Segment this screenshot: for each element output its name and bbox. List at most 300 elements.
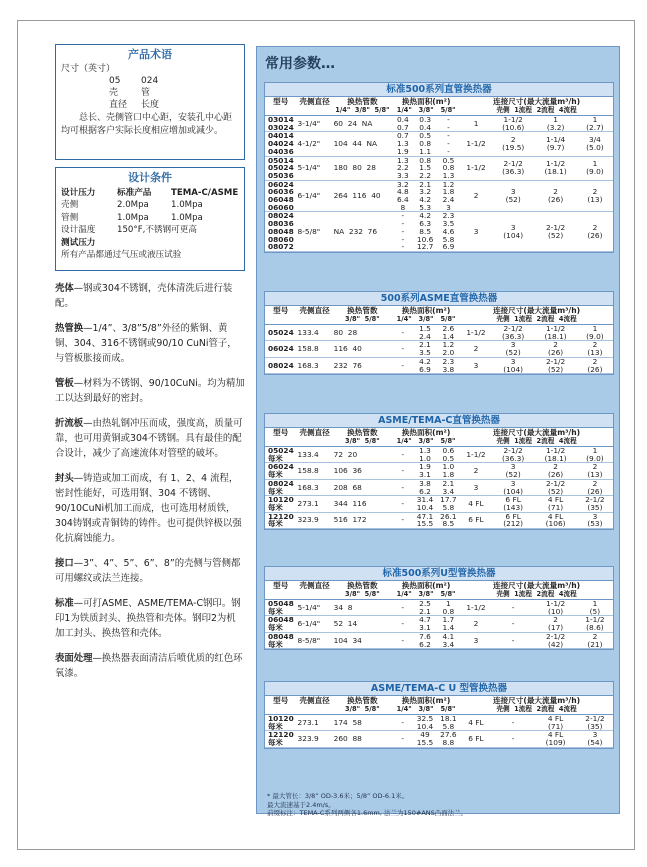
table-cell: 08048 每米 [265, 632, 297, 648]
table-cell: - [392, 341, 413, 357]
table-cell: - [392, 512, 413, 528]
table-header-row [265, 581, 613, 590]
table-row [265, 180, 613, 212]
table-header-cell: 换热管数 [347, 696, 378, 705]
table-cell: - [392, 496, 413, 512]
design-conditions-title: 设计条件 [128, 171, 172, 184]
table-header-cell: 壳侧直径 [299, 97, 330, 106]
table-header-cell: 连接尺寸(最大流量m³/h) [492, 581, 581, 590]
table-cell: 3 [460, 632, 492, 648]
table-header-cell: 型号 [273, 696, 289, 705]
product-terms-box [55, 44, 245, 160]
param-table-grid [265, 428, 613, 529]
table-subheader-cell: 壳侧 1流程 2流程 4流程 [460, 106, 613, 116]
table-subheader-cell: 1/4" 3/8" 5/8" [392, 437, 460, 447]
table-header-cell: 型号 [273, 428, 289, 437]
table-cell: 2 (26) [534, 341, 576, 357]
table-cell: 3.2 4.8 6.4 8 [392, 180, 413, 212]
table-cell: 26.1 8.5 [437, 512, 460, 528]
spec-paragraph-text: —由热轧钢冲压而成，强度高，质量可靠，也可用黄铜或304不锈钢。具有最佳的配合设计，减少了高速流体对管壁的破坏。 [55, 418, 243, 459]
table-cell: 3 [460, 212, 492, 252]
param-table-title: ASME/TEMA-C直管换热器 [265, 414, 613, 428]
table-cell: 08024 08036 08048 08060 08072 [265, 212, 297, 252]
table-cell: 2.1 3.4 [437, 479, 460, 495]
spec-paragraph-title: 标准 [55, 598, 74, 609]
table-header-cell: 换热管数 [347, 306, 378, 315]
table-header-cell: 换热管数 [347, 428, 378, 437]
table-row [265, 116, 613, 132]
table-row [265, 325, 613, 341]
table-subheader-cell: 3/8" 5/8" [333, 437, 392, 447]
table-cell: 1-1/2 [460, 600, 492, 616]
design-pressure-label: 设计压力 [61, 187, 96, 198]
table-cell: 2 [460, 180, 492, 212]
term-code-length: 024 [141, 76, 159, 86]
table-header-row [265, 428, 613, 437]
table-cell: 158.8 [297, 341, 333, 357]
table-cell: 12120 每米 [265, 731, 297, 747]
spec-paragraph-text: —换热器表面清洁后喷优质的红色环氧漆。 [55, 653, 243, 679]
table-cell: 1 [460, 116, 492, 132]
table-cell: 2.6 1.4 [437, 325, 460, 341]
table-cell: 4 FL [460, 715, 492, 731]
table-cell: 1.7 1.4 [437, 616, 460, 632]
table-cell: 1-1/2 [460, 325, 492, 341]
table-subheader-cell [297, 705, 333, 715]
table-cell: 4.1 3.4 [437, 632, 460, 648]
table-cell: 05014 05024 05036 [265, 156, 297, 180]
table-cell: 06024 每米 [265, 463, 297, 479]
table-cell: 1-1/2 (18.1) [534, 325, 576, 341]
table-cell: 32.5 10.4 [413, 715, 436, 731]
table-cell: 18.1 5.8 [437, 715, 460, 731]
table-cell: 2-1/2 (36.3) [492, 156, 534, 180]
table-cell: 1.3 1.0 [413, 447, 436, 463]
table-cell: 4 FL (109) [534, 731, 576, 747]
param-table-grid [265, 696, 613, 748]
table-cell: 2 (17) [534, 616, 576, 632]
table-row [265, 156, 613, 180]
table-cell: 27.6 8.8 [437, 731, 460, 747]
tube-pressure-row [61, 212, 239, 225]
param-table [264, 681, 614, 749]
table-cell: - - [437, 116, 460, 132]
table-cell: 2-1/2 (35) [577, 715, 613, 731]
term-length: 长度 [141, 100, 160, 110]
table-cell: 49 15.5 [413, 731, 436, 747]
table-cell: 2 (13) [577, 463, 613, 479]
term-grid-row-3 [109, 99, 239, 111]
table-cell: 06024 06036 06048 06060 [265, 180, 297, 212]
spec-paragraph [55, 416, 245, 461]
table-cell: 1-1/2 [460, 132, 492, 156]
table-cell: 06048 每米 [265, 616, 297, 632]
table-cell: 1.2 2.0 [437, 341, 460, 357]
table-subheader-cell: 1/4" 3/8" 5/8" [392, 315, 460, 325]
spec-paragraph-text: —可打ASME、ASME/TEMA-C钢印。钢印1为铁质封头、换热管和壳体。钢印2为机加工封头、换热管和壳体。 [55, 598, 241, 639]
table-cell: 6 FL [460, 512, 492, 528]
table-cell: 133.4 [297, 325, 333, 341]
table-header-row [265, 696, 613, 705]
table-cell: 2-1/2 (52) [534, 357, 576, 373]
spec-paragraph-title: 封头 [55, 473, 74, 484]
table-cell: 3 (52) [492, 341, 534, 357]
table-cell: 1 (9.0) [577, 447, 613, 463]
table-cell: 72 20 [333, 447, 392, 463]
table-cell: 8-5/8" [297, 212, 333, 252]
table-cell: - [392, 731, 413, 747]
term-grid-row-2 [109, 87, 239, 99]
spec-paragraph-title: 表面处理 [55, 653, 93, 664]
table-cell: - [392, 600, 413, 616]
table-subheader-cell: 1/4" 3/8" 5/8" [392, 705, 460, 715]
param-table [264, 291, 614, 375]
tube-tema-value: 1.0Mpa [171, 212, 203, 223]
table-cell: 168.3 [297, 357, 333, 373]
table-cell: 3 (104) [492, 357, 534, 373]
table-cell: 3.8 6.2 [413, 479, 436, 495]
footnote: * 最大管长：3/8” OD-3.6米；5/8” OD-6.1米。 最大流速基于2.4m/s。 前缀标注：TEMA-C系列两侧各1.6mm, 法兰为150#ANS凸面法兰。 [267, 792, 468, 817]
table-cell: 180 80 28 [333, 156, 393, 180]
table-cell: 05024 每米 [265, 447, 297, 463]
table-cell: 0.8 1.5 2.2 [413, 156, 436, 180]
temp-row [61, 224, 239, 237]
spec-paragraph-text: —1/4”、3/8”5/8”外径的紫铜、黄铜、304、316不锈钢或90/10 CuNi管子，与管板胀接而成。 [55, 323, 237, 364]
table-cell: 116 40 [333, 341, 392, 357]
table-cell: 3 [460, 479, 492, 495]
design-header-row [61, 187, 239, 200]
param-table [264, 413, 614, 530]
panel-title: 常用参数… [265, 56, 335, 72]
table-cell: - - - [437, 132, 460, 156]
table-cell: 1-1/2 (8.6) [577, 616, 613, 632]
table-header-cell: 型号 [273, 97, 289, 106]
table-cell: 3 (54) [577, 731, 613, 747]
table-header-cell: 型号 [273, 581, 289, 590]
table-cell: - [392, 632, 413, 648]
table-row [265, 715, 613, 731]
table-cell: 2 (13) [577, 341, 613, 357]
spec-paragraph [55, 596, 245, 641]
table-cell: 2 (26) [577, 479, 613, 495]
table-cell: 3-1/4" [297, 116, 333, 132]
size-label: 尺寸（英寸） [61, 64, 116, 74]
shell-tema-value: 1.0Mpa [171, 200, 203, 210]
table-cell: 2 [460, 341, 492, 357]
table-cell: 60 24 NA [333, 116, 393, 132]
test-pressure-title: 测试压力 [61, 237, 96, 248]
table-cell: 1-1/2 (18.1) [534, 447, 576, 463]
table-subheader-cell: 壳侧 1流程 2流程 4流程 [460, 590, 613, 600]
shell-side-label: 壳侧 [61, 200, 79, 210]
table-cell: 273.1 [297, 496, 333, 512]
table-cell: 05024 [265, 325, 297, 341]
spec-paragraph [55, 651, 245, 681]
table-cell: 104 44 NA [333, 132, 393, 156]
table-cell: 2-1/2 (52) [534, 212, 576, 252]
table-row [265, 496, 613, 512]
table-subheader-cell [265, 315, 297, 325]
spec-paragraph-title: 热管换 [55, 323, 84, 334]
table-cell: 0.5 0.8 1.1 [413, 132, 436, 156]
tube-side-label: 管侧 [61, 212, 79, 223]
table-subheader-cell [297, 315, 333, 325]
table-header-cell: 换热管数 [347, 581, 378, 590]
table-row [265, 463, 613, 479]
param-table-grid [265, 581, 613, 649]
param-table [264, 82, 614, 253]
table-cell: 264 116 40 [333, 180, 393, 212]
table-cell: - [392, 447, 413, 463]
spec-paragraph-title: 折流板 [55, 418, 84, 429]
table-cell: 0.5 0.8 1.3 [437, 156, 460, 180]
table-cell: 1 (3.2) [534, 116, 576, 132]
term-grid [109, 75, 239, 111]
table-cell: 1.9 3.1 [413, 463, 436, 479]
table-cell: 1-1/2 (10) [534, 600, 576, 616]
table-cell: 52 14 [333, 616, 392, 632]
table-cell: 1-1/2 [460, 156, 492, 180]
param-table-grid [265, 97, 613, 252]
table-cell: 34 8 [333, 600, 392, 616]
table-cell: 323.9 [297, 512, 333, 528]
table-header-cell: 换热面积(m²) [401, 306, 451, 315]
spec-paragraph-title: 壳体 [55, 283, 74, 294]
table-cell: - [492, 731, 534, 747]
table-subheader-cell: 壳侧 1流程 2流程 4流程 [460, 315, 613, 325]
table-cell: 08024 每米 [265, 479, 297, 495]
table-cell: 1 (5) [577, 600, 613, 616]
table-row [265, 447, 613, 463]
table-cell: 1-1/4 (9.7) [534, 132, 576, 156]
table-cell: 3 (104) [492, 479, 534, 495]
table-cell: 516 172 [333, 512, 392, 528]
table-subheader-cell: 3/8" 5/8" [333, 705, 392, 715]
table-header-cell: 换热面积(m²) [401, 696, 451, 705]
design-conditions-box [55, 167, 245, 271]
table-cell: 2-1/2 (35) [577, 496, 613, 512]
table-cell: 3/4 (5.0) [577, 132, 613, 156]
table-cell: 3 (104) [492, 212, 534, 252]
table-cell: 2-1/2 (52) [534, 479, 576, 495]
table-cell: 4 FL (71) [534, 715, 576, 731]
table-cell: 260 88 [333, 731, 392, 747]
table-cell: 06024 [265, 341, 297, 357]
table-cell: - [392, 463, 413, 479]
table-header-cell: 壳侧直径 [299, 306, 330, 315]
table-cell: 2.1 3.5 [413, 341, 436, 357]
param-table-grid [265, 306, 613, 374]
table-cell: 2 (26) [534, 463, 576, 479]
table-header-cell: 换热面积(m²) [401, 97, 451, 106]
table-cell: 2.5 2.1 [413, 600, 436, 616]
table-cell: 17.7 5.8 [437, 496, 460, 512]
table-cell: - [492, 600, 534, 616]
product-terms-title: 产品术语 [128, 48, 172, 61]
table-cell: 106 36 [333, 463, 392, 479]
table-header-cell: 壳侧直径 [299, 581, 330, 590]
table-cell: 4-1/2" [297, 132, 333, 156]
term-tube: 管 [141, 88, 151, 98]
table-cell: 2.3 3.5 4.6 5.8 6.9 [437, 212, 460, 252]
table-subheader-cell: 3/8" 5/8" [333, 590, 392, 600]
table-cell: 0.6 0.5 [437, 447, 460, 463]
table-cell: 2-1/2 (36.3) [492, 325, 534, 341]
table-cell: 8-5/8" [297, 632, 333, 648]
table-row [265, 600, 613, 616]
table-cell: 1 (9.0) [577, 325, 613, 341]
table-cell: 1-1/2 (18.1) [534, 156, 576, 180]
table-subheader-cell: 壳侧 1流程 2流程 4流程 [460, 437, 613, 447]
table-cell: 10120 每米 [265, 496, 297, 512]
term-grid-row-1 [109, 75, 239, 87]
table-subheader-cell [297, 106, 333, 116]
term-code-shell: 05 [109, 76, 121, 86]
table-cell: 08024 [265, 357, 297, 373]
table-subheader-cell [297, 437, 333, 447]
spec-paragraph-text: —材料为不锈钢、90/10CuNi。均为精加工以达到最好的密封。 [55, 378, 245, 404]
table-cell: 2 (19.5) [492, 132, 534, 156]
param-table-title: ASME/TEMA-C U 型管换热器 [265, 682, 613, 696]
spec-paragraph [55, 321, 245, 366]
table-cell: 4 FL [460, 496, 492, 512]
table-cell: 2 (13) [577, 180, 613, 212]
table-cell: - [492, 632, 534, 648]
table-header-cell: 连接尺寸(最大流量m³/h) [492, 696, 581, 705]
table-cell: 1.5 2.4 [413, 325, 436, 341]
table-cell: 05048 每米 [265, 600, 297, 616]
table-cell: - [392, 357, 413, 373]
table-cell: 3 (53) [577, 512, 613, 528]
table-cell: 158.8 [297, 463, 333, 479]
design-temp-value: 150°F,不锈钢可更高 [117, 225, 197, 235]
term-diameter: 直径 [109, 100, 128, 110]
size-row [61, 63, 239, 75]
parameters-panel [256, 46, 620, 817]
table-cell: - [492, 616, 534, 632]
table-cell: 6 FL (212) [492, 512, 534, 528]
spec-paragraph [55, 471, 245, 546]
table-header-cell: 壳侧直径 [299, 428, 330, 437]
table-subheader-cell: 1/4" 3/8" 5/8" [333, 106, 393, 116]
param-table-title: 标准500系列直管换热器 [265, 83, 613, 97]
table-cell: 4.7 3.1 [413, 616, 436, 632]
table-header-cell: 换热面积(m²) [401, 428, 451, 437]
table-cell: 174 58 [333, 715, 392, 731]
standard-product-label: 标准产品 [117, 187, 152, 198]
table-cell: 1.2 1.8 2.4 3 [437, 180, 460, 212]
table-cell: 208 68 [333, 479, 392, 495]
spec-paragraphs [55, 281, 245, 681]
table-cell: - [392, 479, 413, 495]
table-cell: 04014 04024 04036 [265, 132, 297, 156]
spec-paragraph-title: 管板 [55, 378, 74, 389]
table-cell: 03014 03024 [265, 116, 297, 132]
test-pressure-text: 所有产品都通过气压或液压试验 [61, 250, 182, 260]
table-cell: - [392, 325, 413, 341]
table-cell: - [492, 715, 534, 731]
table-cell: 4 FL (106) [534, 512, 576, 528]
table-cell: 2 (21) [577, 632, 613, 648]
param-table [264, 566, 614, 650]
table-cell: 2 (26) [577, 212, 613, 252]
table-header-row [265, 97, 613, 106]
table-cell: - - - - - [392, 212, 413, 252]
spec-paragraph [55, 376, 245, 406]
table-cell: 2-1/2 (42) [534, 632, 576, 648]
table-cell: 1 0.8 [437, 600, 460, 616]
table-header-row [265, 306, 613, 315]
table-cell: 232 76 [333, 357, 392, 373]
table-cell: 5-1/4" [297, 156, 333, 180]
table-cell: 6-1/4" [297, 616, 333, 632]
table-cell: 6 FL (143) [492, 496, 534, 512]
table-cell: 323.9 [297, 731, 333, 747]
term-shell: 壳 [109, 88, 119, 98]
table-cell: 47.1 15.5 [413, 512, 436, 528]
table-row [265, 341, 613, 357]
spec-paragraph-text: —铸造或加工而成，有 1、2、4 流程，密封性能好，可选用钢、304 不锈钢、90/10CuNi机加工而成，也可选用材质铁，304铸钢或青铜铸的铸件。也可提供锌极以强化抗腐蚀能力。 [55, 473, 242, 544]
table-header-cell: 连接尺寸(最大流量m³/h) [493, 97, 581, 106]
table-cell: 3 (52) [492, 180, 534, 212]
table-row [265, 479, 613, 495]
table-cell: 80 28 [333, 325, 392, 341]
table-row [265, 616, 613, 632]
table-cell: 6 FL [460, 731, 492, 747]
table-cell: 104 34 [333, 632, 392, 648]
table-subheader-cell: 1/4" 3/8" 5/8" [392, 590, 460, 600]
param-table-title: 500系列ASME直管换热器 [265, 292, 613, 306]
table-row [265, 731, 613, 747]
terms-description: 总长、壳侧管口中心距，安装孔中心距均可根据客户实际长度相应增加或减少。 [61, 113, 233, 136]
table-header-cell: 连接尺寸(最大流量m³/h) [492, 428, 581, 437]
table-cell: 2.3 3.8 [437, 357, 460, 373]
table-cell: 1 (9.0) [577, 156, 613, 180]
table-cell: 2.1 3.2 4.2 5.3 [413, 180, 436, 212]
table-cell: 344 116 [333, 496, 392, 512]
table-header-cell: 换热管数 [347, 97, 378, 106]
table-cell: 31.4 10.4 [413, 496, 436, 512]
table-cell: 168.3 [297, 479, 333, 495]
table-cell: 5-1/4" [297, 600, 333, 616]
table-cell: 1-1/2 (10.6) [492, 116, 534, 132]
table-row [265, 132, 613, 156]
table-cell: 0.7 1.3 1.9 [392, 132, 413, 156]
table-cell: 2 [460, 616, 492, 632]
table-cell: 133.4 [297, 447, 333, 463]
table-cell: 1.3 2.2 3.3 [392, 156, 413, 180]
design-temp-label: 设计温度 [61, 225, 96, 235]
table-subheader-cell: 壳侧 1流程 2流程 4流程 [460, 705, 613, 715]
table-header-cell: 连接尺寸(最大流量m³/h) [492, 306, 581, 315]
shell-pressure-row [61, 199, 239, 212]
spec-paragraph [55, 556, 245, 586]
table-subheader-cell: 1/4" 3/8" 5/8" [392, 106, 460, 116]
table-cell: 10120 每米 [265, 715, 297, 731]
table-cell: - [392, 715, 413, 731]
table-cell: 4 FL (71) [534, 496, 576, 512]
table-header-cell: 壳侧直径 [299, 696, 330, 705]
left-column [55, 44, 245, 681]
table-cell: NA 232 76 [333, 212, 393, 252]
table-cell: 1 (2.7) [577, 116, 613, 132]
table-cell: 3 [460, 357, 492, 373]
table-cell: 1-1/2 [460, 447, 492, 463]
table-cell: 12120 每米 [265, 512, 297, 528]
tema-asme-label: TEMA-C/ASME [171, 187, 239, 198]
table-subheader-cell [297, 590, 333, 600]
table-cell: 0.4 0.7 [392, 116, 413, 132]
